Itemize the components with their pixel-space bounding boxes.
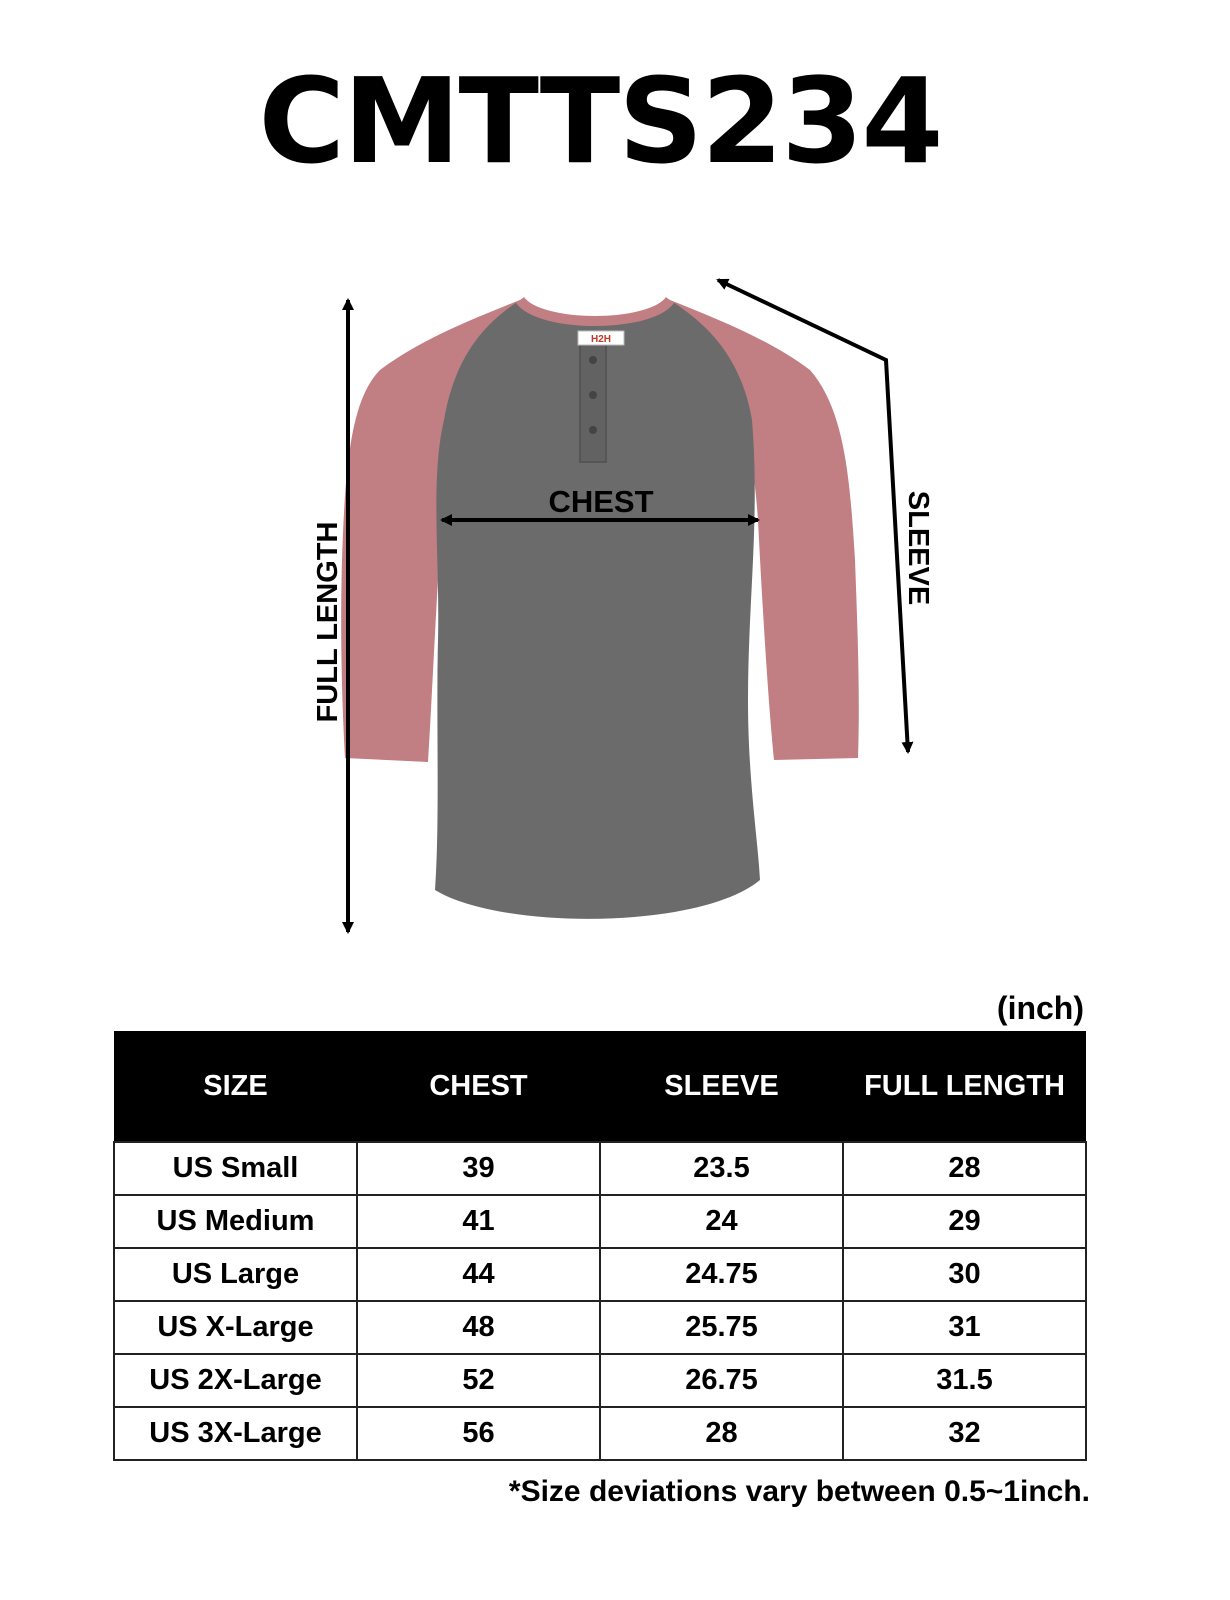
cell-chest: 41 (357, 1195, 600, 1248)
cell-sleeve: 23.5 (600, 1142, 843, 1195)
table-row (114, 1301, 1086, 1354)
header-chest: CHEST (357, 1031, 600, 1142)
cell-size: US 3X-Large (114, 1407, 357, 1460)
table-row (114, 1195, 1086, 1248)
cell-sleeve: 24 (600, 1195, 843, 1248)
cell-chest: 52 (357, 1354, 600, 1407)
header-sleeve: SLEEVE (600, 1031, 843, 1142)
cell-size: US Medium (114, 1195, 357, 1248)
cell-full-length: 30 (843, 1248, 1086, 1301)
table-header-row (114, 1031, 1086, 1142)
cell-size: US Large (114, 1248, 357, 1301)
table-row (114, 1248, 1086, 1301)
cell-full-length: 31 (843, 1301, 1086, 1354)
cell-sleeve: 24.75 (600, 1248, 843, 1301)
size-chart-table (113, 1031, 1087, 1461)
cell-chest: 44 (357, 1248, 600, 1301)
cell-full-length: 28 (843, 1142, 1086, 1195)
chest-measure-label: CHEST (548, 484, 654, 519)
cell-sleeve: 28 (600, 1407, 843, 1460)
sleeve-measure-label: SLEEVE (902, 490, 934, 606)
cell-chest: 48 (357, 1301, 600, 1354)
cell-sleeve: 25.75 (600, 1301, 843, 1354)
cell-full-length: 32 (843, 1407, 1086, 1460)
button-3 (589, 426, 597, 434)
button-2 (589, 391, 597, 399)
size-deviation-footnote: *Size deviations vary between 0.5~1inch. (508, 1475, 1090, 1508)
full-length-measure-label: FULL LENGTH (312, 521, 344, 723)
cell-full-length: 29 (843, 1195, 1086, 1248)
product-code-title: CMTTS234 (258, 52, 942, 190)
header-full-length: FULL LENGTH (843, 1031, 1086, 1142)
shirt-illustration (341, 300, 859, 919)
cell-size: US X-Large (114, 1301, 357, 1354)
brand-label-text: H2H (590, 334, 612, 345)
cell-full-length: 31.5 (843, 1354, 1086, 1407)
button-1 (589, 356, 597, 364)
table-row (114, 1142, 1086, 1195)
header-size: SIZE (114, 1031, 357, 1142)
cell-sleeve: 26.75 (600, 1354, 843, 1407)
cell-size: US 2X-Large (114, 1354, 357, 1407)
table-row (114, 1354, 1086, 1407)
cell-chest: 39 (357, 1142, 600, 1195)
unit-label: (inch) (996, 990, 1084, 1026)
cell-chest: 56 (357, 1407, 600, 1460)
cell-size: US Small (114, 1142, 357, 1195)
collar (520, 300, 670, 321)
table-row (114, 1407, 1086, 1460)
